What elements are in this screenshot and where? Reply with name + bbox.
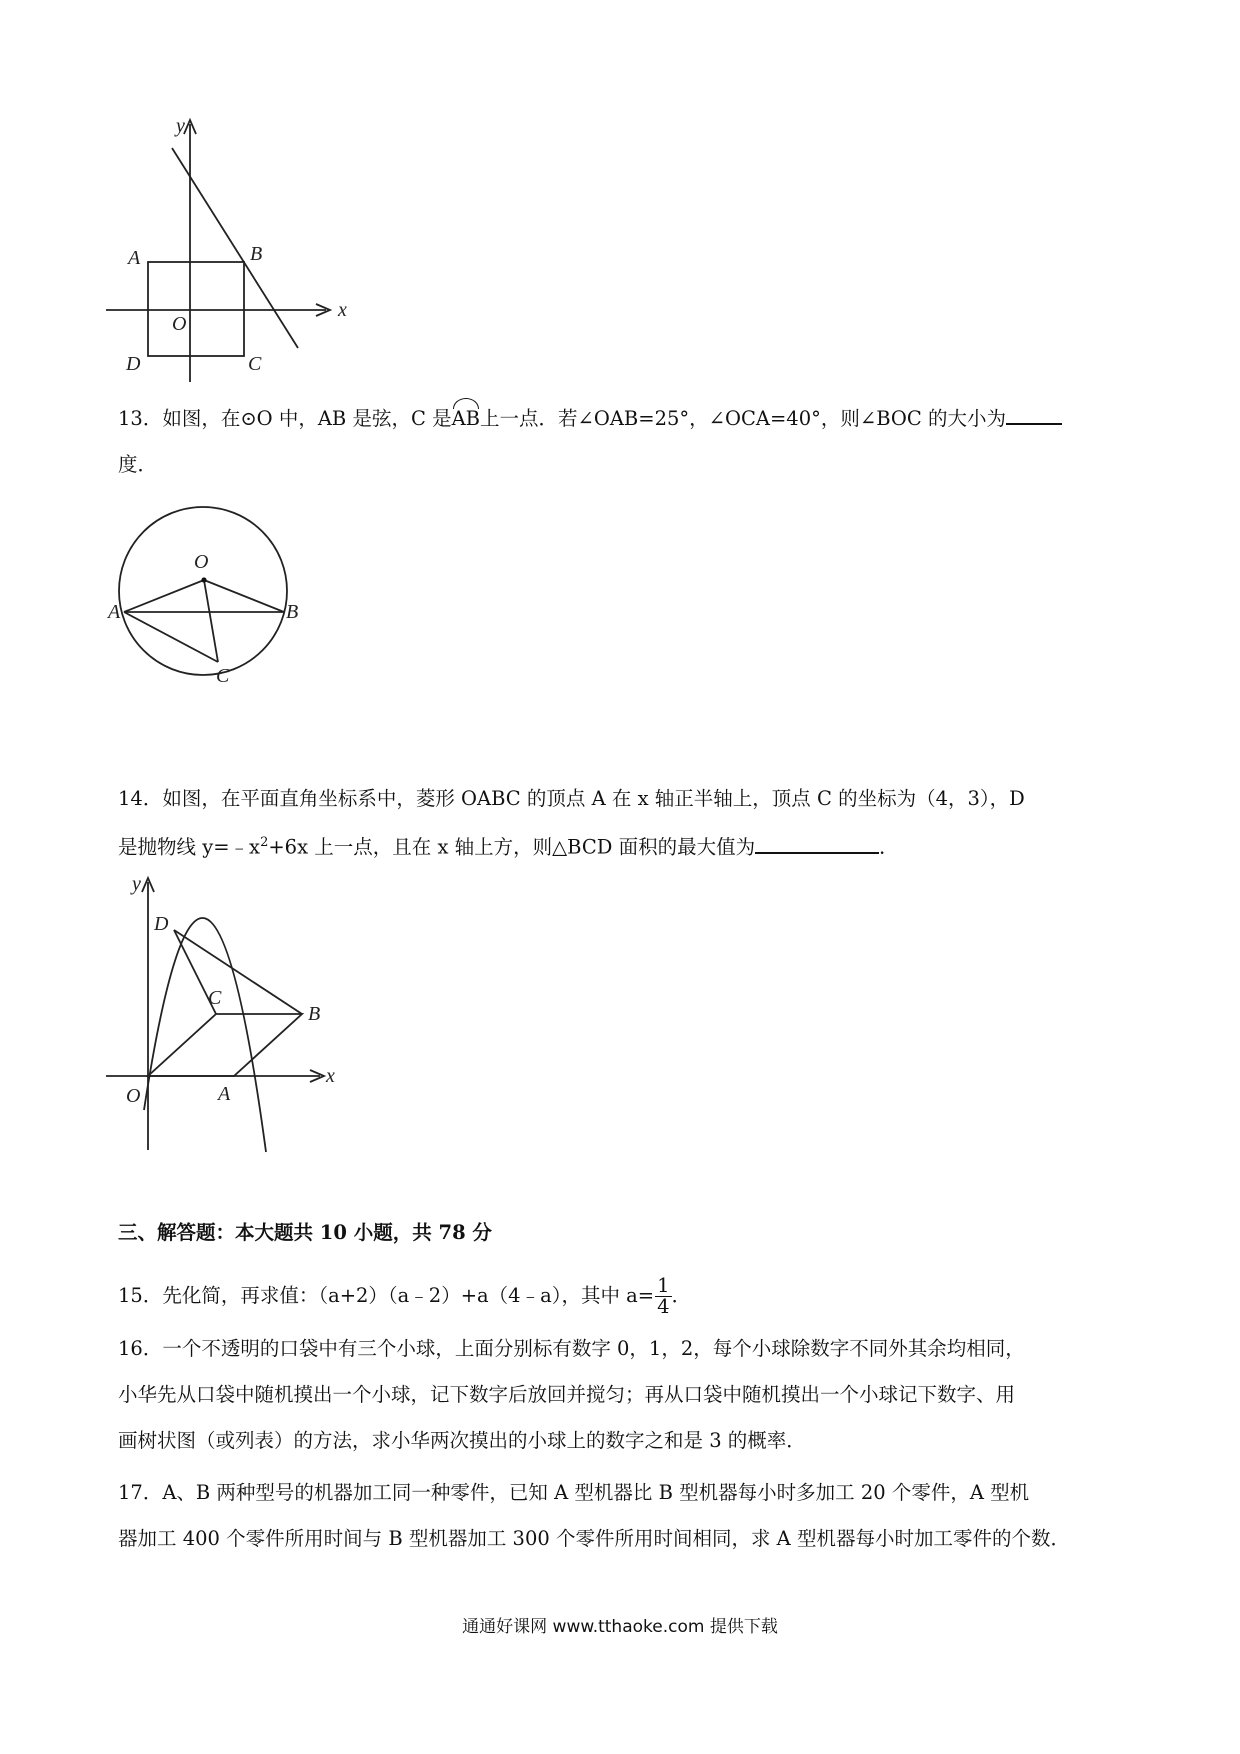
figure-parabola-rhombus: [106, 868, 342, 1154]
label-a: A: [128, 247, 141, 269]
label-x: x: [326, 1065, 335, 1087]
q14-line2: 是抛物线 $y=﹣x^2+6x$ 上一点，且在 x 轴上方，则△BCD 面积的最大值为 ．: [118, 835, 899, 859]
label-a: A: [218, 1083, 231, 1105]
label-o: O: [172, 313, 187, 335]
label-c: C: [216, 665, 230, 682]
page-footer: 通通好课网 www.tthaoke.com 提供下载: [462, 1617, 778, 1637]
label-d: D: [154, 913, 169, 935]
q14-answer-blank: [755, 834, 879, 854]
label-b: B: [308, 1003, 321, 1025]
q14-line1: 14．如图，在平面直角坐标系中，菱形 OABC 的顶点 A 在 x 轴正半轴上，顶点 C 的坐标为（4，3），D: [118, 787, 1025, 810]
label-c: C: [208, 987, 222, 1009]
figure-square-coordinate: [106, 110, 356, 390]
segment-db: [174, 930, 302, 1014]
label-x: x: [338, 299, 347, 321]
label-c: C: [248, 353, 262, 375]
segment-ob: [204, 580, 284, 612]
arc-ab-symbol: AB: [452, 404, 480, 434]
segment-oc: [204, 580, 218, 662]
q17-line1: 17．A、B 两种型号的机器加工同一种零件，已知 A 型机器比 B 型机器每小时多加工 20 个零件，A 型机: [118, 1481, 1030, 1504]
circle-o: [119, 507, 287, 675]
q13-line2: 度．: [118, 453, 158, 476]
q16-line2: 小华先从口袋中随机摸出一个小球，记下数字后放回并搅匀；再从口袋中随机摸出一个小球记下数字、用: [118, 1383, 1016, 1406]
label-o: O: [194, 551, 209, 573]
rhombus-oabc: [148, 1014, 302, 1076]
segment-oa: [124, 580, 204, 612]
fraction-one-quarter: $\frac{1}{4}$: [657, 1274, 670, 1318]
square-abcd: [148, 262, 244, 356]
label-o: O: [126, 1085, 141, 1107]
label-y: y: [132, 873, 141, 895]
label-b: B: [250, 243, 263, 265]
figure-circle: [106, 498, 306, 682]
label-d: D: [126, 353, 141, 375]
segment-ac: [124, 612, 218, 662]
label-b: B: [286, 601, 299, 623]
q13-answer-blank: [1006, 405, 1062, 425]
center-dot: [201, 577, 206, 582]
section-heading: 三、解答题：本大题共 10 小题，共 78 分: [118, 1221, 492, 1244]
label-a: A: [108, 601, 121, 623]
label-y: y: [176, 115, 185, 137]
parabola: [144, 918, 266, 1152]
q16-line1: 16．一个不透明的口袋中有三个小球，上面分别标有数字 0，1，2，每个小球除数字不同外其余均相同，: [118, 1337, 1025, 1360]
q17-line2: 器加工 400 个零件所用时间与 B 型机器加工 300 个零件所用时间相同，求 A 型机器每小时加工零件的个数．: [118, 1527, 1070, 1550]
q13-line1: 13．如图，在⊙O 中，AB 是弦，C 是AB上一点．若∠OAB=25°，∠OCA=40°，则∠BOC 的大小为: [118, 404, 1062, 434]
q15-line: 15．先化简，再求值：（a+2）（a﹣2）+a（4﹣a），其中 a= $\frac{1}{4}$ ．: [118, 1274, 692, 1318]
q16-line3: 画树状图（或列表）的方法，求小华两次摸出的小球上的数字之和是 3 的概率．: [118, 1429, 806, 1452]
